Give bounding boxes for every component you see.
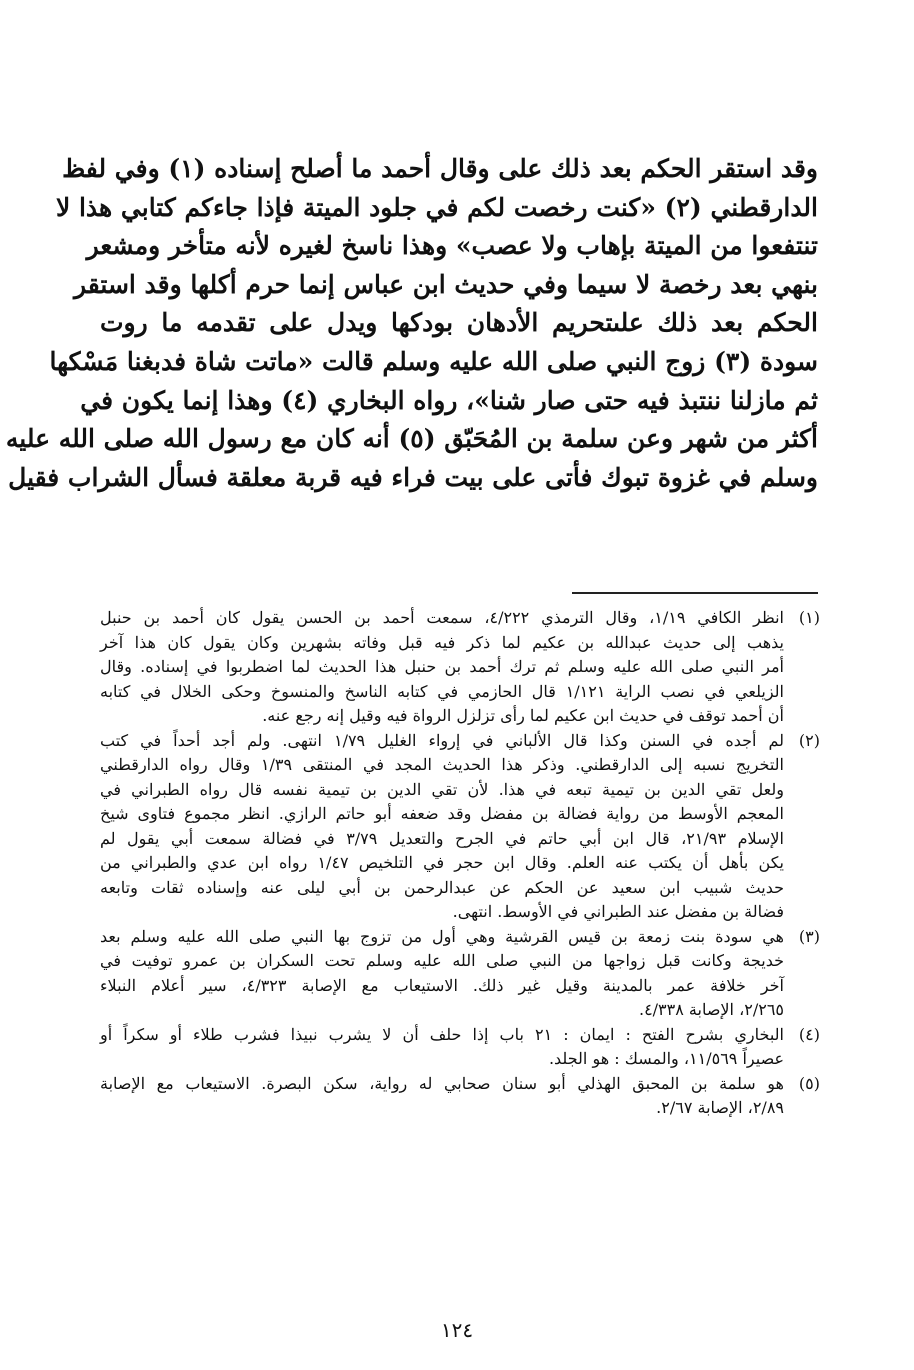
footnote <box>100 925 820 1023</box>
footnote-number: (٥) <box>798 1073 820 1093</box>
footnote-number: (١) <box>798 608 820 627</box>
footnote-line: التخريج نسبه إلى الدارقطني. وذكر هذا الحديث المجد في المنتقى ١/٣٩ وقال رواه الدارقطني <box>100 755 784 774</box>
footnote-line: ٢/٢٦٥، الإصابة ٤/٣٣٨. <box>638 1000 784 1019</box>
footnote-line: ولعل تقي الدين بن تيمية تبعه في هذا. لأن تقي الدين بن تيمية نفسه قال رواه الطبراني في <box>100 779 784 799</box>
footnote <box>100 606 820 729</box>
footnote-line: المعجم الأوسط من رواية فضالة بن مفضل وقد ضعفه أبو حاتم الرازي. انظر مجموع فتاوى شيخ <box>100 804 784 823</box>
main-text-line: الحكم بعد ذلك علىتحريم الأدهان بودكها ويدل على تقدمه ما روت <box>100 308 818 338</box>
footnote-line: خديجة وكانت قبل زواجها من النبي صلى الله عليه وسلم تحت السكران بن عمرو توفيت في <box>100 951 785 970</box>
main-text-line: وقد استقر الحكم بعد ذلك على وقال أحمد ما أصلح إسناده (١) وفي لفظ <box>62 154 818 183</box>
main-text-line: بنهي بعد رخصة لا سيما وفي حديث ابن عباس إنما حرم أكلها وقد استقر <box>73 269 818 299</box>
footnote-line: الزيلعي في نصب الراية ١/١٢١ قال الحازمي في كتابه الناسخ والمنسوخ وحكى الخلال في كتابه <box>100 681 784 701</box>
footnote <box>100 729 820 925</box>
footnote-line: الإسلام ٢١/٩٣، قال ابن أبي حاتم في الجرح والتعديل ٣/٧٩ في فضالة سمعت أبي يقول لم <box>100 828 785 848</box>
footnote <box>100 1023 820 1072</box>
footnote-line: أمر النبي صلى الله عليه وسلم ثم ترك أحمد بن حنبل هذا الحديث لما اضطربوا في إسناده. وقال <box>100 657 785 676</box>
footnotes-block <box>100 606 820 1121</box>
footnote-number: (٢) <box>798 730 820 750</box>
footnote-line: البخاري بشرح الفتح : ايمان : ٢١ باب إذا حلف أن لا يشرب نبيذا فشرب طلاء أو سكراً أو <box>100 1024 785 1044</box>
main-text-line: وسلم في غزوة تبوك فأتى على بيت فراء فيه قربة معلقة فسأل الشراب فقيل <box>8 462 818 492</box>
page-number: ١٢٤ <box>440 1318 474 1342</box>
footnote-line: يكن بأهل أن يكتب عنه العلم. وقال ابن حجر في التلخيص ١/٤٧ رواه ابن عدي والطبراني من <box>100 853 784 872</box>
footnote-line: انظر الكافي ١/١٩، وقال الترمذي ٤/٢٢٢، سمعت أحمد بن الحسن يقول كان أحمد بن حنبل <box>100 608 784 627</box>
main-text-block <box>5 150 818 497</box>
footnote-line: يذهب إلى حديث عبدالله بن عكيم لما ذكر فيه قبل وفاته بشهرين وكان يقول كان هذا آخر <box>100 632 784 652</box>
footnote-line: عصيراً ١١/٥٦٩، والمسك : هو الجلد. <box>548 1049 784 1068</box>
footnote-number: (٤) <box>798 1024 820 1044</box>
main-text-line: الدارقطني (٢) «كنت رخصت لكم في جلود الميتة فإذا جاءكم كتابي هذا لا <box>56 192 818 222</box>
footnote-line: آخر خلافة عمر بالمدينة وقيل غير ذلك. الاستيعاب مع الإصابة ٤/٣٢٣، سير أعلام النبلاء <box>100 975 784 995</box>
footnote-line: ٢/٨٩، الإصابة ٢/٦٧. <box>656 1098 784 1117</box>
main-text-line: تنتفعوا من الميتة بإهاب ولا عصب» وهذا ناسخ لغيره لأنه متأخر ومشعر <box>86 231 818 261</box>
main-text-line: أكثر من شهر وعن سلمة بن المُحَبّق (٥) أنه كان مع رسول الله صلى الله عليه <box>5 424 818 454</box>
footnote-line: أن أحمد توقف في حديث ابن عكيم لما رأى تزلزل الرواة فيه وقيل إنه رجع عنه. <box>262 706 784 725</box>
footnote-line: هي سودة بنت زمعة بن قيس القرشية وهي أول من تزوج بها النبي صلى الله عليه وسلم بعد <box>100 926 784 946</box>
main-text-line: ثم مازلنا ننتبذ فيه حتى صار شنا»، رواه البخاري (٤) وهذا إنما يكون في <box>80 385 818 415</box>
footnote-line: حديث شبيب ابن سعيد عن الحكم عن عبدالرحمن بن أبي ليلى عنه وإسناده ثقات وتابعه <box>100 877 784 897</box>
footnote-line: هو سلمة بن المحبق الهذلي أبو سنان صحابي له رواية، سكن البصرة. الاستيعاب مع الإصابة <box>100 1073 784 1093</box>
footnote-line: فضالة بن مفضل عند الطبراني في الأوسط. انتهى. <box>452 902 784 921</box>
footnote-divider <box>572 592 818 594</box>
footnote-number: (٣) <box>798 926 820 946</box>
main-text-line: سودة (٣) زوج النبي صلى الله عليه وسلم قالت «ماتت شاة فدبغنا مَسْكها <box>49 346 818 376</box>
footnote-line: لم أجده في السنن وكذا قال الألباني في إرواء الغليل ١/٧٩ انتهى. ولم أجد أحداً في كتب <box>100 730 784 750</box>
footnote <box>100 1072 820 1121</box>
